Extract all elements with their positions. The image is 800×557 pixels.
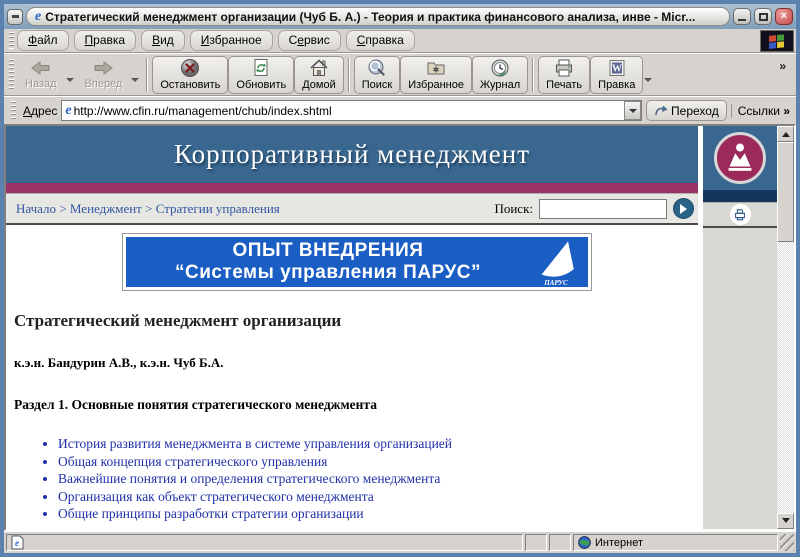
go-button[interactable]: Переход [646,100,727,121]
menu-tools[interactable]: Сервис [278,30,341,51]
article-authors: к.э.н. Бандурин А.В., к.э.н. Чуб Б.А. [14,355,224,370]
breadcrumb-bar [6,193,698,225]
scroll-down-button[interactable] [777,513,794,529]
forward-arrow-icon [92,59,114,77]
minimize-icon [738,19,746,21]
status-panel [525,534,547,551]
printer-icon [733,208,747,222]
search-button[interactable]: Поиск [354,56,400,94]
toolbar-grip[interactable] [11,101,16,119]
search-input[interactable] [539,199,667,219]
article-link-list [12,435,692,523]
history-button[interactable]: Журнал [472,56,528,94]
banner-inner [126,237,588,287]
arrow-down-icon [782,518,790,527]
article-link-2[interactable]: Общая концепция стратегического управления [58,453,328,469]
edit-word-icon [607,58,627,78]
address-dropdown-button[interactable] [624,101,641,120]
toolbar-separator [348,58,350,92]
menu-view[interactable]: Вид [141,30,185,51]
favorites-button[interactable]: Избранное [400,56,472,94]
list-item [58,488,692,506]
parus-ad-banner[interactable] [122,233,592,291]
close-button[interactable]: × [775,8,793,25]
stop-button[interactable]: Остановить [152,56,228,94]
article-link-3[interactable]: Важнейшие понятия и определения стратегического менеджмента [58,471,441,486]
history-clock-icon [490,58,510,78]
site-header [6,126,698,183]
menu-help[interactable]: Справка [346,30,415,51]
edit-dropdown-icon[interactable] [644,78,652,86]
system-menu-icon [12,15,19,18]
maximize-icon [759,13,768,21]
forward-dropdown-icon[interactable] [131,78,139,86]
sidebar-navy-stripe [703,190,777,202]
status-bar [4,531,796,553]
standard-toolbar [4,53,796,96]
list-item [58,453,692,471]
address-label: Адрес [23,103,58,118]
security-zone-panel [573,534,778,551]
toolbar-separator [146,58,148,92]
parus-logo [530,237,582,287]
links-chevron[interactable]: » [783,103,790,118]
vertical-scrollbar[interactable] [777,126,794,529]
stop-icon [180,58,200,78]
search-label: Поиск: [494,200,533,216]
chevron-down-icon [629,109,637,117]
breadcrumb-home-link[interactable]: Начало [16,200,57,216]
edit-button[interactable]: W Правка [590,56,643,94]
maximize-button[interactable] [754,8,772,25]
print-button[interactable]: Печать [538,56,590,94]
page-content [6,225,698,529]
go-arrow-icon [654,104,668,117]
site-title: Корпоративный менеджмент [173,139,531,169]
menu-edit[interactable]: Правка [74,30,137,51]
scrollbar-thumb[interactable] [777,142,794,242]
home-icon [309,58,329,78]
browser-viewport [4,124,796,531]
article-link-4[interactable]: Организация как объект стратегического менеджмента [58,488,374,504]
list-item [58,435,692,453]
status-message-panel [6,534,523,551]
arrow-up-icon [782,128,790,137]
toolbar-overflow-chevron[interactable]: » [779,59,786,73]
scroll-up-button[interactable] [777,126,794,142]
address-input[interactable] [72,102,624,119]
article-link-1[interactable]: История развития менеджмента в системе управления организацией [58,436,453,451]
menu-file[interactable]: Файл [17,30,69,51]
breadcrumb-strategy-link[interactable]: Стратегии управления [155,200,280,216]
svg-text:e: e [15,538,19,548]
back-arrow-icon [30,59,52,77]
zone-label: Интернет [595,536,643,549]
toolbar-separator [532,58,534,92]
banner-line1: ОПЫТ ВНЕДРЕНИЯ [232,240,424,262]
article-title: Стратегический менеджмент организации [14,311,342,330]
system-menu-button[interactable] [7,9,23,25]
sidebar-fill [703,228,777,529]
forward-button[interactable]: Вперед [77,56,131,94]
title-bar[interactable] [4,4,796,29]
minimize-button[interactable] [733,8,751,25]
scrollbar-track[interactable] [777,242,794,513]
address-bar [4,96,796,124]
toolbar-grip[interactable] [9,32,14,49]
print-icon [554,58,574,78]
sidebar-print-cell [703,202,777,228]
list-item [58,505,692,523]
article-link-5[interactable]: Общие принципы разработки стратегии организации [58,506,364,521]
site-logo[interactable] [714,132,766,184]
status-panel [549,534,571,551]
page-main-column [6,126,698,529]
favorites-folder-icon [426,58,446,78]
breadcrumb-management-link[interactable]: Менеджмент [69,200,142,216]
search-icon [367,58,387,78]
refresh-button[interactable]: Обновить [228,56,294,94]
parus-logo-text: ПАРУС [544,279,568,287]
toolbar-grip[interactable] [9,59,14,90]
page-sidebar [703,126,777,529]
sail-icon [534,237,578,281]
person-logo-icon [721,139,759,177]
search-go-button[interactable] [673,198,694,219]
banner-line2: “Системы управления ПАРУС” [174,262,482,283]
print-page-button[interactable] [730,204,751,225]
ie-throbber [760,30,794,52]
globe-icon [578,536,591,549]
refresh-icon [251,58,271,78]
section-title: Раздел 1. Основные понятия стратегического менеджмента [14,397,377,412]
ie-page-icon: e [35,8,42,24]
back-dropdown-icon[interactable] [66,78,74,86]
arrow-right-icon [680,204,692,214]
back-button[interactable]: Назад [17,56,65,94]
windows-flag-icon [768,33,786,49]
breadcrumb-separator: > [59,200,67,216]
breadcrumb [16,201,488,217]
menu-bar [4,29,796,53]
ie-document-icon [11,535,24,550]
menu-favorites[interactable]: Избранное [190,30,273,51]
banner-text [126,240,530,284]
links-label[interactable]: Ссылки » [731,104,792,118]
ie-page-icon: e [65,102,72,118]
header-accent-stripe [6,183,698,193]
breadcrumb-separator: > [145,200,153,216]
sidebar-logo-panel [703,126,777,190]
title-capsule [26,7,730,26]
home-button[interactable]: Домой [294,56,344,94]
window-title: Стратегический менеджмент организации (Чуб Б. А.) - Теория и практика финансового анализа, инве - Micr... [45,9,696,24]
address-combo [61,100,642,121]
list-item [58,470,692,488]
resize-grip[interactable] [780,534,794,551]
svg-text:W: W [611,63,622,75]
